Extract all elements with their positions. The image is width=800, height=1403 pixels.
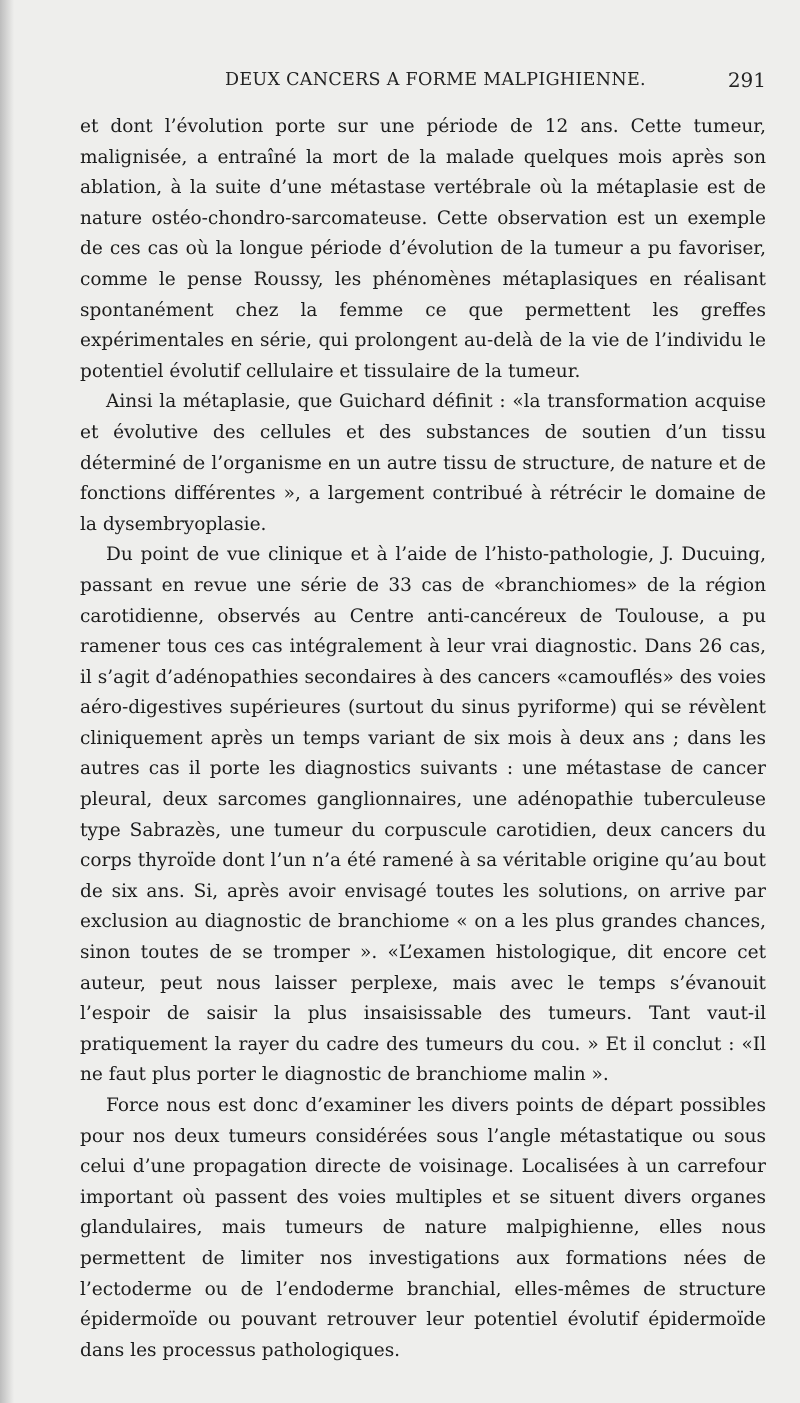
page-body bbox=[80, 112, 766, 1366]
paragraph-continuation: et dont l’évolution porte sur une période de 12 ans. Cette tumeur, malignisée, a entraîné la mort de la malade quelques mois après son ablation, à la suite d’une métastase vertébrale où la métaplasie est de nature ostéo-chondro-sarcomateuse. Cette observation est un exemple de ces cas où la longue période d’évolution de la tumeur a pu favoriser, comme le pense Roussy, les phénomènes métaplasiques en réalisant spontanément chez la femme ce que permettent les greffes expérimentales en série, qui prolongent au-delà de la vie de l’individu le potentiel évolutif cellulaire et tissulaire de la tumeur. bbox=[80, 116, 766, 382]
running-head: DEUX CANCERS A FORME MALPIGHIENNE. bbox=[225, 70, 646, 90]
paragraph-metaplasie: Ainsi la métaplasie, que Guichard définit : «la transformation acquise et évolutive des cellules et des substances de soutien d’un tissu déterminé de l’organisme en un autre tissu de structure, de nature et de fonctions différentes », a largement contribué à rétrécir le domaine de la dysembryoplasie. bbox=[80, 391, 766, 535]
paragraph-clinique: Du point de vue clinique et à l’aide de l’histo-pathologie, J. Ducuing, passant en revue une série de 33 cas de «branchiomes» de la région carotidienne, observés au Centre anti-cancéreux de Toulouse, a pu ramener tous ces cas intégralement à leur vrai diagnostic. Dans 26 cas, il s’agit d’adénopathies secondaires à des cancers «camouflés» des voies aéro-digestives supérieures (surtout du sinus pyriforme) qui se révèlent cliniquement après un temps variant de six mois à deux ans ; dans les autres cas il porte les diagnostics suivants : une métastase de cancer pleural, deux sarcomes ganglionnaires, une adénopathie tuberculeuse type Sabrazès, une tumeur du corpuscule carotidien, deux cancers du corps thyroïde dont l’un n’a été ramené à sa véritable origine qu’au bout de six ans. Si, après avoir envisagé toutes les solutions, on arrive par exclusion au diagnostic de branchiome « on a les plus grandes chances, sinon toutes de se tromper ». «L’examen histologique, dit encore cet auteur, peut nous laisser perplexe, mais avec le temps s’évanouit l’espoir de saisir la plus insaisissable des tumeurs. Tant vaut-il pratiquement la rayer du cadre des tumeurs du cou. » Et il conclut : «Il ne faut plus porter le diagnostic de branchiome malin ». bbox=[80, 544, 766, 1086]
page-header bbox=[80, 68, 766, 98]
paragraph-points-de-depart: Force nous est donc d’examiner les divers points de départ possibles pour nos deux tumeurs considérées sous l’angle métastatique ou sous celui d’une propagation directe de voisinage. Localisées à un carrefour important où passent des voies multiples et se situent divers organes glandulaires, mais tumeurs de nature malpighienne, elles nous permettent de limiter nos investigations aux formations nées de l’ectoderme ou de l’endoderme branchial, elles-mêmes de structure épidermoïde ou pouvant retrouver leur potentiel évolutif épidermoïde dans les processus pathologiques. bbox=[80, 1095, 766, 1361]
page-number: 291 bbox=[727, 68, 766, 92]
page-gutter-shadow bbox=[0, 0, 14, 1403]
